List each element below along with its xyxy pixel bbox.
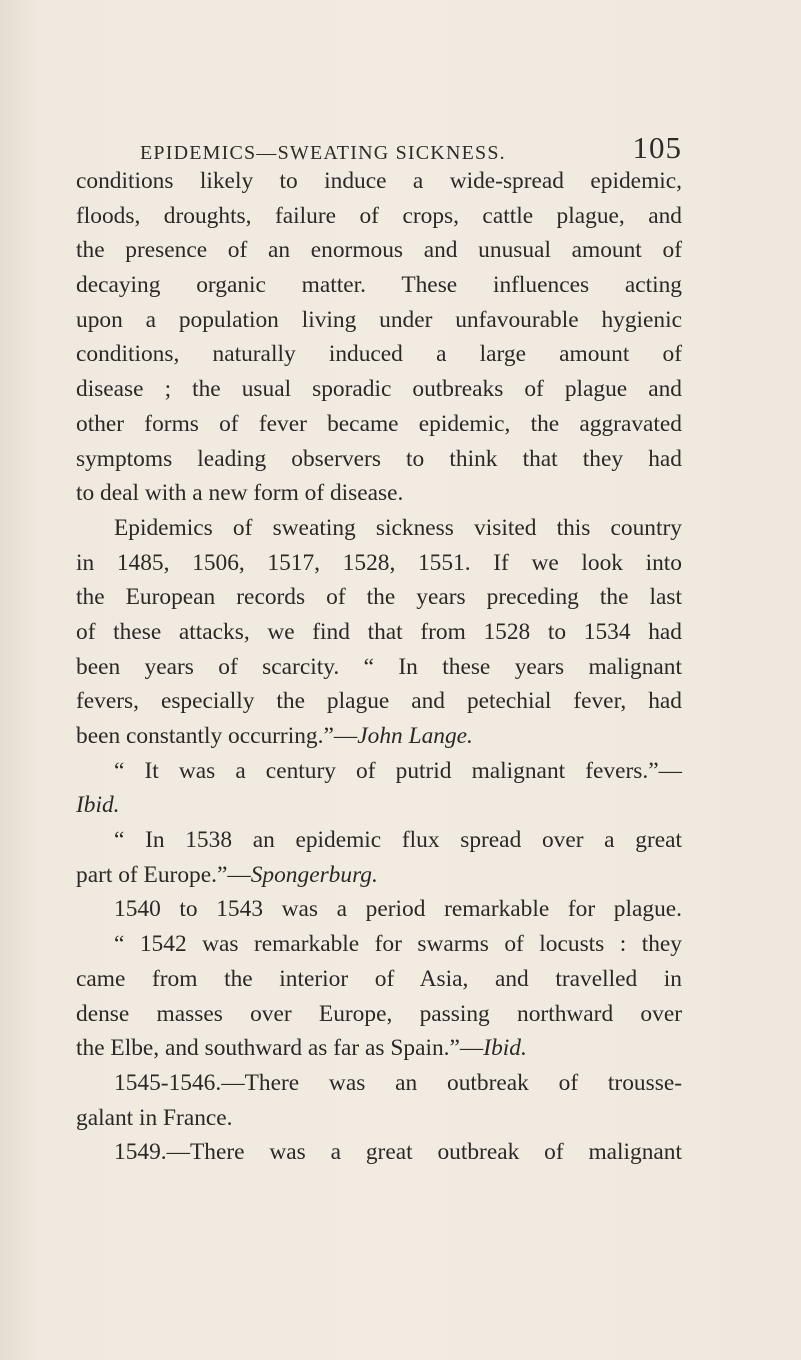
text-line: disease ; the usual sporadic outbreaks of plague and (76, 376, 682, 403)
text-line (76, 858, 682, 893)
text-line: in 1485, 1506, 1517, 1528, 1551. If we look into (76, 549, 682, 576)
text-line: of these attacks, we find that from 1528 to 1534 had (76, 618, 682, 645)
text-line: symptoms leading observers to think that they had (76, 445, 682, 472)
text-line: been years of scarcity. “ In these years malignant (76, 653, 682, 680)
text-line: 1545-1546.—There was an outbreak of trousse- (114, 1069, 682, 1096)
text-line: floods, droughts, failure of crops, cattle plague, and (76, 202, 682, 229)
text-line: the presence of an enormous and unusual amount of (76, 237, 682, 264)
text-run: the Elbe, and southward as far as Spain.”— (76, 1035, 484, 1062)
citation: Ibid. (483, 1035, 527, 1062)
text-run: part of Europe.”— (76, 861, 251, 888)
text-line: dense masses over Europe, passing northward over (76, 1000, 682, 1027)
text-line (76, 719, 682, 754)
citation: John Lange. (357, 723, 473, 749)
text-line: “ 1542 was remarkable for swarms of locusts : they (114, 931, 682, 958)
text-line: came from the interior of Asia, and travelled in (76, 965, 682, 992)
page-number: 105 (632, 130, 682, 165)
text-line: “ It was a century of putrid malignant fevers.”— (114, 757, 682, 784)
running-head: EPIDEMICS—SWEATING SICKNESS. (140, 142, 506, 164)
text-line: galant in France. (76, 1104, 233, 1131)
text-line: to deal with a new form of disease. (76, 480, 404, 507)
text-run: been constantly occurring.”— (76, 723, 358, 749)
text-line: conditions, naturally induced a large amount of (76, 341, 682, 368)
text-line (76, 1031, 682, 1066)
text-line: 1549.—There was a great outbreak of malignant (114, 1139, 682, 1166)
text-line: fevers, especially the plague and petechial fever, had (76, 688, 682, 715)
citation: Ibid. (76, 792, 120, 819)
text-line: 1540 to 1543 was a period remarkable for plague. (114, 896, 682, 923)
text-line: conditions likely to induce a wide-spread epidemic, (76, 168, 682, 194)
citation: Spongerburg. (250, 861, 378, 888)
text-line: Epidemics of sweating sickness visited this country (114, 514, 682, 541)
text-line: the European records of the years preceding the last (76, 584, 682, 611)
text-line: decaying organic matter. These influences acting (76, 272, 682, 299)
body-text (76, 164, 682, 1170)
text-line: upon a population living under unfavourable hygienic (76, 306, 682, 333)
text-line: other forms of fever became epidemic, the aggravated (76, 410, 682, 437)
text-line: “ In 1538 an epidemic flux spread over a great (114, 827, 682, 854)
